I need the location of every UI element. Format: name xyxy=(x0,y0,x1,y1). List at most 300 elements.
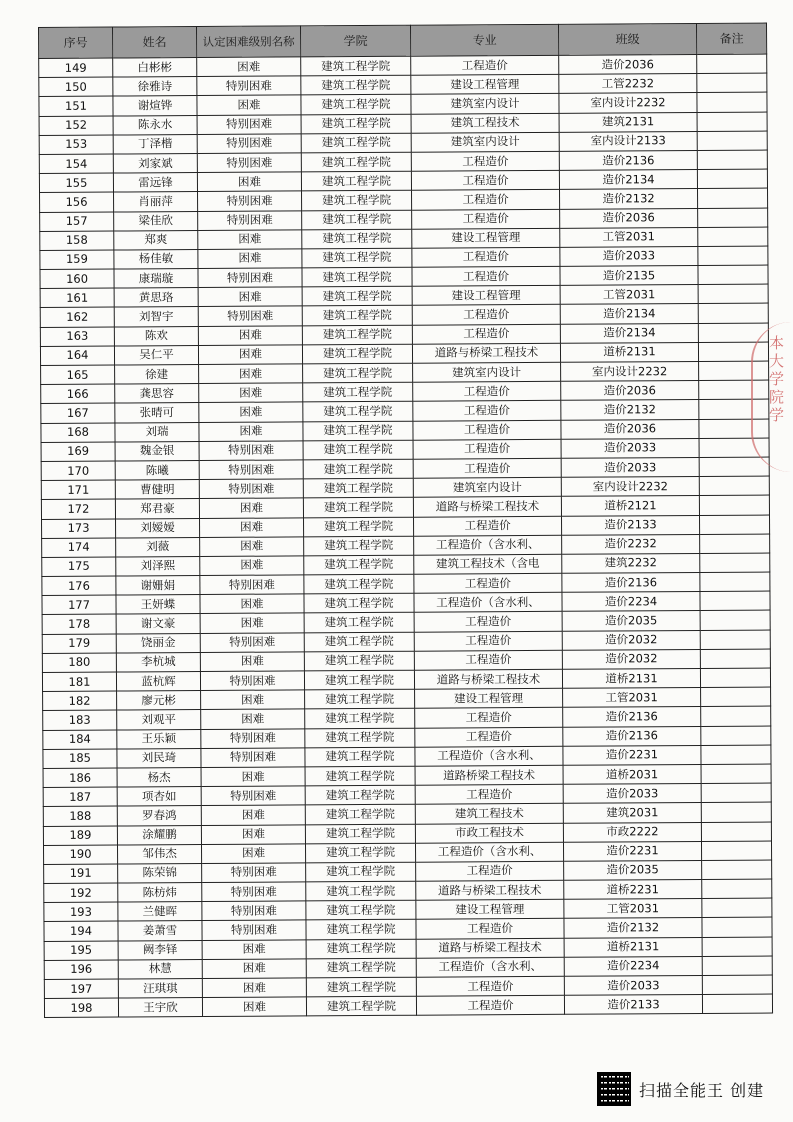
difficulty-level: 困难 xyxy=(201,690,305,710)
major: 工程造价 xyxy=(416,861,564,881)
major: 道路与桥梁工程技术 xyxy=(413,497,561,517)
class: 造价2134 xyxy=(560,323,698,343)
major: 工程造价（含水利、 xyxy=(416,957,564,977)
student-name: 魏金银 xyxy=(115,441,199,461)
major: 建设工程管理 xyxy=(411,75,559,95)
row-index: 198 xyxy=(44,998,118,1018)
college: 建筑工程学院 xyxy=(302,229,412,249)
scanner-watermark xyxy=(597,1072,764,1106)
difficulty-level: 困难 xyxy=(198,287,302,307)
difficulty-level: 特别困难 xyxy=(198,210,302,230)
college: 建筑工程学院 xyxy=(302,210,412,230)
class: 工管2031 xyxy=(563,688,701,708)
remark xyxy=(702,975,772,995)
difficulty-level: 困难 xyxy=(200,517,304,537)
class: 造价2036 xyxy=(561,381,699,401)
class: 道桥2031 xyxy=(563,764,701,784)
class: 工管2031 xyxy=(564,899,702,919)
college: 建筑工程学院 xyxy=(304,651,414,671)
student-name: 陈欢 xyxy=(114,326,198,346)
class: 造价2135 xyxy=(560,266,698,286)
class: 道桥2131 xyxy=(560,342,698,362)
college: 建筑工程学院 xyxy=(303,382,413,402)
major: 工程造价 xyxy=(412,266,560,286)
remark xyxy=(698,284,768,304)
student-name: 肖丽萍 xyxy=(114,192,198,212)
student-name: 陈曦 xyxy=(115,460,199,480)
major: 工程造价 xyxy=(411,55,559,75)
student-name: 兰健晖 xyxy=(118,902,202,922)
remark xyxy=(700,572,770,592)
major: 工程造价 xyxy=(414,612,562,632)
college: 建筑工程学院 xyxy=(304,536,414,556)
row-index: 177 xyxy=(42,595,116,615)
difficulty-level: 困难 xyxy=(200,556,304,576)
college: 建筑工程学院 xyxy=(304,670,414,690)
scanner-brand: 扫描全能王 创建 xyxy=(639,1080,765,1100)
row-index: 159 xyxy=(40,250,114,270)
college: 建筑工程学院 xyxy=(306,958,416,978)
student-name: 刘智宇 xyxy=(114,307,198,327)
major: 道路与桥梁工程技术 xyxy=(412,343,560,363)
row-index: 184 xyxy=(43,730,117,750)
college: 建筑工程学院 xyxy=(302,306,412,326)
student-name: 梁佳欣 xyxy=(114,211,198,231)
student-name: 龚思容 xyxy=(115,384,199,404)
college: 建筑工程学院 xyxy=(306,900,416,920)
row-index: 187 xyxy=(43,787,117,807)
student-name: 廖元彬 xyxy=(117,691,201,711)
student-name: 丁泽楷 xyxy=(113,134,197,154)
student-name: 阙李铎 xyxy=(118,940,202,960)
row-index: 161 xyxy=(40,288,114,308)
major: 工程造价 xyxy=(415,727,563,747)
remark xyxy=(698,246,768,266)
difficulty-level: 困难 xyxy=(202,997,306,1017)
student-name: 罗春鸿 xyxy=(117,806,201,826)
major: 道路桥梁工程技术 xyxy=(415,765,563,785)
class: 造价2132 xyxy=(560,189,698,209)
row-index: 182 xyxy=(43,691,117,711)
remark xyxy=(698,303,768,323)
remark xyxy=(697,169,767,189)
major: 工程造价 xyxy=(416,976,564,996)
major: 建设工程管理 xyxy=(412,286,560,306)
major: 道路与桥梁工程技术 xyxy=(416,938,564,958)
row-index: 165 xyxy=(41,365,115,385)
remark xyxy=(701,687,771,707)
difficulty-level: 特别困难 xyxy=(200,575,304,595)
difficulty-level: 特别困难 xyxy=(199,479,303,499)
remark xyxy=(697,54,767,74)
remark xyxy=(699,495,769,515)
college: 建筑工程学院 xyxy=(301,152,411,172)
row-index: 196 xyxy=(44,960,118,980)
difficulty-level: 特别困难 xyxy=(199,460,303,480)
student-name: 王乐颖 xyxy=(117,729,201,749)
college: 建筑工程学院 xyxy=(306,862,416,882)
difficulty-level: 困难 xyxy=(197,57,301,77)
row-index: 195 xyxy=(44,941,118,961)
difficulty-level: 困难 xyxy=(198,230,302,250)
major: 工程造价（含水利、 xyxy=(414,535,562,555)
header-remark: 备注 xyxy=(696,23,766,54)
row-index: 167 xyxy=(41,403,115,423)
student-name: 陈永水 xyxy=(113,115,197,135)
student-name: 饶丽金 xyxy=(116,633,200,653)
major: 工程造价 xyxy=(412,209,560,229)
major: 建设工程管理 xyxy=(415,688,563,708)
college: 建筑工程学院 xyxy=(303,440,413,460)
class: 造价2231 xyxy=(563,841,701,861)
college: 建筑工程学院 xyxy=(304,517,414,537)
student-name: 郑君豪 xyxy=(115,499,199,519)
major: 工程造价 xyxy=(416,995,564,1015)
remark xyxy=(700,534,770,554)
remark xyxy=(697,150,767,170)
header-level: 认定困难级别名称 xyxy=(197,26,301,58)
row-index: 164 xyxy=(40,346,114,366)
header-college: 学院 xyxy=(300,25,410,57)
difficulty-level: 困难 xyxy=(201,767,305,787)
class: 造价2231 xyxy=(563,745,701,765)
table-body xyxy=(39,54,773,1018)
difficulty-level: 困难 xyxy=(199,383,303,403)
major: 建筑室内设计 xyxy=(411,94,559,114)
remark xyxy=(701,764,771,784)
major: 工程造价 xyxy=(413,439,561,459)
remark xyxy=(700,610,770,630)
row-index: 158 xyxy=(40,231,114,251)
college: 建筑工程学院 xyxy=(305,824,415,844)
major: 工程造价 xyxy=(411,170,559,190)
remark xyxy=(702,860,772,880)
difficulty-level: 困难 xyxy=(200,652,304,672)
class: 造价2036 xyxy=(560,208,698,228)
stamp-text: 本大学院学 xyxy=(767,335,785,425)
college: 建筑工程学院 xyxy=(303,498,413,518)
remark xyxy=(698,227,768,247)
class: 造价2136 xyxy=(563,707,701,727)
remark xyxy=(697,73,767,93)
class: 造价2033 xyxy=(564,975,702,995)
difficulty-level: 困难 xyxy=(202,978,306,998)
row-index: 178 xyxy=(42,614,116,634)
header-index: 序号 xyxy=(39,27,113,58)
major: 建筑室内设计 xyxy=(411,132,559,152)
remark xyxy=(700,630,770,650)
row-index: 149 xyxy=(39,58,113,78)
student-name: 谢姗娟 xyxy=(116,576,200,596)
remark xyxy=(697,131,767,151)
major: 工程造价 xyxy=(412,305,560,325)
remark xyxy=(700,668,770,688)
student-name: 康瑞璇 xyxy=(114,269,198,289)
major: 工程造价（含水利、 xyxy=(415,842,563,862)
class: 工管2031 xyxy=(560,227,698,247)
student-name: 徐建 xyxy=(115,365,199,385)
row-index: 151 xyxy=(39,96,113,116)
difficulty-level: 特别困难 xyxy=(202,863,306,883)
class: 造价2033 xyxy=(563,784,701,804)
student-name: 邹伟杰 xyxy=(117,844,201,864)
class: 造价2033 xyxy=(561,457,699,477)
remark xyxy=(700,553,770,573)
major: 工程造价 xyxy=(414,631,562,651)
class: 造价2036 xyxy=(559,54,697,74)
major: 建筑工程技术 xyxy=(411,113,559,133)
difficulty-level: 困难 xyxy=(199,364,303,384)
remark xyxy=(701,822,771,842)
college: 建筑工程学院 xyxy=(304,593,414,613)
class: 室内设计2232 xyxy=(561,361,699,381)
row-index: 181 xyxy=(42,672,116,692)
document-sheet xyxy=(38,27,778,1018)
student-name: 项杏如 xyxy=(117,787,201,807)
row-index: 180 xyxy=(42,653,116,673)
college: 建筑工程学院 xyxy=(304,574,414,594)
difficulty-level: 特别困难 xyxy=(202,901,306,921)
difficulty-level: 困难 xyxy=(198,249,302,269)
student-name: 杨佳敏 xyxy=(114,249,198,269)
remark xyxy=(698,265,768,285)
row-index: 163 xyxy=(40,327,114,347)
college: 建筑工程学院 xyxy=(303,402,413,422)
class: 造价2134 xyxy=(559,170,697,190)
major: 工程造价 xyxy=(412,324,560,344)
college: 建筑工程学院 xyxy=(304,555,414,575)
class: 造价2136 xyxy=(563,726,701,746)
class: 道桥2131 xyxy=(564,937,702,957)
row-index: 162 xyxy=(40,307,114,327)
class: 造价2035 xyxy=(562,611,700,631)
class: 工管2031 xyxy=(560,285,698,305)
header-major: 专业 xyxy=(410,24,558,56)
difficulty-level: 特别困难 xyxy=(201,728,305,748)
college: 建筑工程学院 xyxy=(303,421,413,441)
row-index: 197 xyxy=(44,979,118,999)
row-index: 168 xyxy=(41,423,115,443)
student-name: 谢文豪 xyxy=(116,614,200,634)
student-name: 刘嫒嫒 xyxy=(116,518,200,538)
class: 造价2133 xyxy=(564,995,702,1015)
row-index: 188 xyxy=(43,806,117,826)
class: 造价2033 xyxy=(561,438,699,458)
class: 室内设计2232 xyxy=(559,93,697,113)
remark xyxy=(701,841,771,861)
major: 道路与桥梁工程技术 xyxy=(414,669,562,689)
class: 造价2036 xyxy=(561,419,699,439)
student-name: 王妍蝶 xyxy=(116,595,200,615)
remark xyxy=(701,726,771,746)
row-index: 179 xyxy=(42,634,116,654)
difficulty-level: 特别困难 xyxy=(197,76,301,96)
header-class: 班级 xyxy=(558,23,696,55)
college: 建筑工程学院 xyxy=(301,95,411,115)
remark xyxy=(699,476,769,496)
college: 建筑工程学院 xyxy=(305,843,415,863)
major: 建筑室内设计 xyxy=(413,477,561,497)
student-name: 汪琪琪 xyxy=(118,979,202,999)
college: 建筑工程学院 xyxy=(301,133,411,153)
college: 建筑工程学院 xyxy=(302,344,412,364)
major: 工程造价 xyxy=(413,516,561,536)
remark xyxy=(702,994,772,1014)
major: 工程造价 xyxy=(416,919,564,939)
remark xyxy=(702,879,772,899)
class: 造价2132 xyxy=(564,918,702,938)
difficulty-level: 困难 xyxy=(200,537,304,557)
difficulty-level: 特别困难 xyxy=(202,882,306,902)
difficulty-level: 困难 xyxy=(200,613,304,633)
student-name: 郑爽 xyxy=(114,230,198,250)
college: 建筑工程学院 xyxy=(302,191,412,211)
college: 建筑工程学院 xyxy=(303,478,413,498)
difficulty-level: 困难 xyxy=(202,940,306,960)
class: 造价2234 xyxy=(564,956,702,976)
student-name: 王宇欣 xyxy=(118,998,202,1018)
difficulty-level: 特别困难 xyxy=(198,268,302,288)
major: 工程造价 xyxy=(414,573,562,593)
remark xyxy=(700,649,770,669)
college: 建筑工程学院 xyxy=(306,939,416,959)
row-index: 189 xyxy=(43,826,117,846)
college: 建筑工程学院 xyxy=(305,766,415,786)
remark xyxy=(700,591,770,611)
college: 建筑工程学院 xyxy=(301,114,411,134)
college: 建筑工程学院 xyxy=(305,805,415,825)
row-index: 185 xyxy=(43,749,117,769)
student-name: 陈荣锦 xyxy=(118,863,202,883)
row-index: 183 xyxy=(43,710,117,730)
major: 道路与桥梁工程技术 xyxy=(416,880,564,900)
student-name: 雷远锋 xyxy=(113,173,197,193)
student-name: 刘家斌 xyxy=(113,153,197,173)
table-row xyxy=(44,994,772,1018)
qr-code-icon xyxy=(597,1072,631,1106)
college: 建筑工程学院 xyxy=(301,75,411,95)
major: 市政工程技术 xyxy=(415,823,563,843)
class: 道桥2231 xyxy=(564,880,702,900)
major: 工程造价 xyxy=(415,784,563,804)
class: 造价2032 xyxy=(562,649,700,669)
college: 建筑工程学院 xyxy=(301,56,411,76)
college: 建筑工程学院 xyxy=(305,728,415,748)
student-name: 李杭城 xyxy=(116,652,200,672)
header-name: 姓名 xyxy=(113,27,197,59)
row-index: 186 xyxy=(43,768,117,788)
class: 市政2222 xyxy=(563,822,701,842)
difficulty-level: 特别困难 xyxy=(198,191,302,211)
difficulty-level: 特别困难 xyxy=(202,920,306,940)
college: 建筑工程学院 xyxy=(306,881,416,901)
student-name: 谢煊铧 xyxy=(113,96,197,116)
row-index: 169 xyxy=(41,442,115,462)
row-index: 166 xyxy=(41,384,115,404)
college: 建筑工程学院 xyxy=(303,363,413,383)
major: 建设工程管理 xyxy=(412,228,560,248)
class: 建筑2232 xyxy=(562,553,700,573)
difficulty-level: 特别困难 xyxy=(197,134,301,154)
class: 建筑2031 xyxy=(563,803,701,823)
difficulty-level: 困难 xyxy=(201,709,305,729)
row-index: 190 xyxy=(43,845,117,865)
remark xyxy=(701,783,771,803)
difficulty-level: 困难 xyxy=(198,326,302,346)
student-name: 刘民琦 xyxy=(117,748,201,768)
major: 工程造价 xyxy=(413,458,561,478)
row-index: 172 xyxy=(41,499,115,519)
difficulty-level: 困难 xyxy=(198,345,302,365)
class: 道桥2121 xyxy=(561,496,699,516)
student-name: 曹健明 xyxy=(115,480,199,500)
class: 室内设计2232 xyxy=(561,477,699,497)
table-header-row xyxy=(39,23,767,58)
class: 道桥2131 xyxy=(562,668,700,688)
class: 造价2133 xyxy=(561,515,699,535)
row-index: 170 xyxy=(41,461,115,481)
student-name: 刘薇 xyxy=(116,537,200,557)
college: 建筑工程学院 xyxy=(302,248,412,268)
student-table xyxy=(38,23,773,1019)
row-index: 171 xyxy=(41,480,115,500)
difficulty-level: 困难 xyxy=(200,594,304,614)
college: 建筑工程学院 xyxy=(302,286,412,306)
student-name: 蓝杭辉 xyxy=(116,672,200,692)
row-index: 176 xyxy=(42,576,116,596)
major: 工程造价（含水利、 xyxy=(415,746,563,766)
class: 造价2232 xyxy=(562,534,700,554)
class: 造价2035 xyxy=(564,860,702,880)
remark xyxy=(697,112,767,132)
college: 建筑工程学院 xyxy=(304,613,414,633)
difficulty-level: 特别困难 xyxy=(197,153,301,173)
college: 建筑工程学院 xyxy=(305,747,415,767)
remark xyxy=(702,917,772,937)
class: 造价2032 xyxy=(562,630,700,650)
class: 室内设计2133 xyxy=(559,131,697,151)
major: 工程造价 xyxy=(413,401,561,421)
student-name: 徐雅诗 xyxy=(113,77,197,97)
student-name: 吴仁平 xyxy=(114,345,198,365)
difficulty-level: 特别困难 xyxy=(198,306,302,326)
difficulty-level: 特别困难 xyxy=(197,114,301,134)
row-index: 157 xyxy=(40,212,114,232)
remark xyxy=(701,706,771,726)
difficulty-level: 特别困难 xyxy=(200,633,304,653)
difficulty-level: 特别困难 xyxy=(201,748,305,768)
college: 建筑工程学院 xyxy=(301,171,411,191)
row-index: 175 xyxy=(42,557,116,577)
remark xyxy=(701,802,771,822)
college: 建筑工程学院 xyxy=(306,920,416,940)
major: 建筑工程技术（含电 xyxy=(414,554,562,574)
difficulty-level: 困难 xyxy=(197,172,301,192)
major: 工程造价 xyxy=(413,420,561,440)
difficulty-level: 困难 xyxy=(201,824,305,844)
class: 造价2136 xyxy=(559,150,697,170)
row-index: 193 xyxy=(44,902,118,922)
remark xyxy=(702,937,772,957)
difficulty-level: 困难 xyxy=(199,498,303,518)
difficulty-level: 特别困难 xyxy=(200,671,304,691)
class: 造价2136 xyxy=(562,573,700,593)
college: 建筑工程学院 xyxy=(305,785,415,805)
remark xyxy=(698,208,768,228)
major: 建筑工程技术 xyxy=(415,804,563,824)
college: 建筑工程学院 xyxy=(303,459,413,479)
college: 建筑工程学院 xyxy=(304,632,414,652)
